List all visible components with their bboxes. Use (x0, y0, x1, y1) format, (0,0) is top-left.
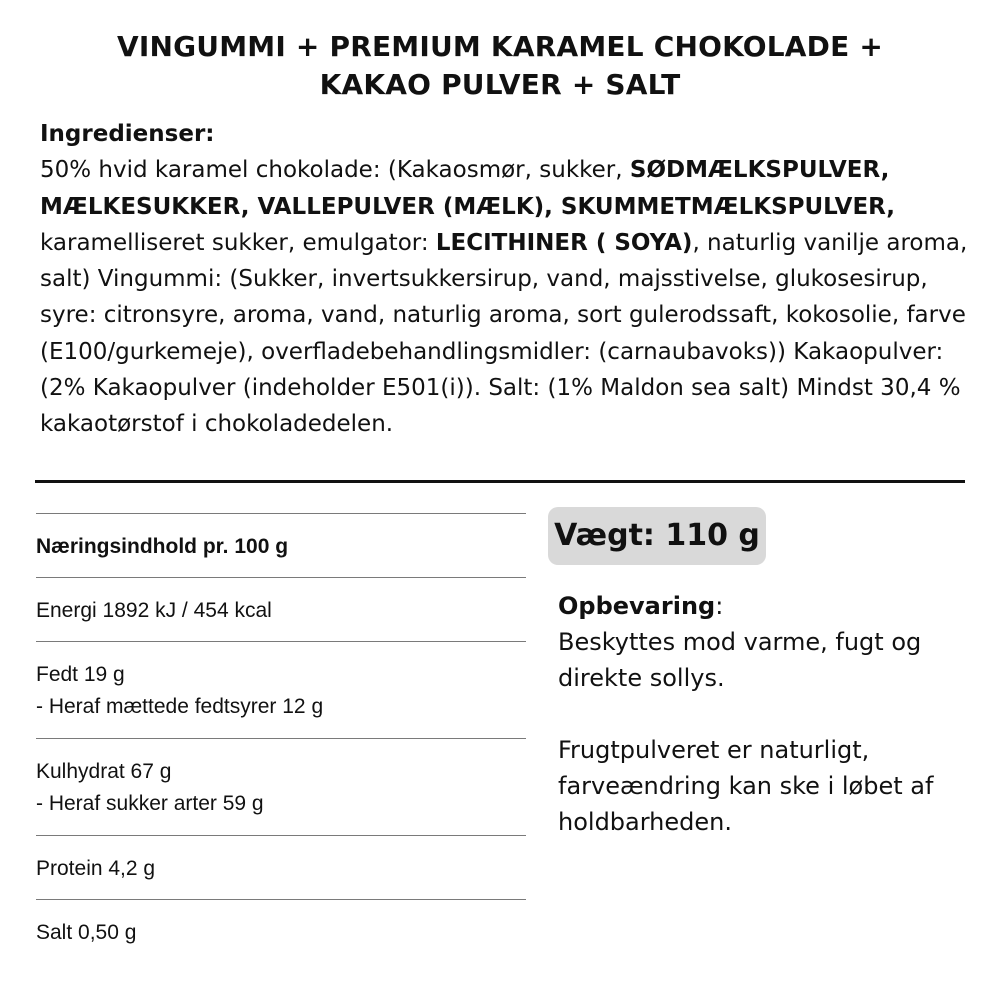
section-divider (35, 480, 965, 483)
nutrition-row-energy (36, 577, 526, 641)
ingredients-part-1: 50% hvid karamel chokolade: (Kakaosmør, sukker, (40, 157, 630, 184)
storage-note: Frugtpulveret er naturligt, farveændring kan ske i løbet af holdbarheden. (558, 736, 934, 836)
title-line-1: VINGUMMI + PREMIUM KARAMEL CHOKOLADE + (116, 30, 884, 63)
storage-label: Opbevaring (558, 592, 716, 620)
nutrition-fat: Fedt 19 g (36, 663, 125, 686)
title-line-2: KAKAO PULVER + SALT (319, 68, 681, 101)
nutrition-row-fat (36, 641, 526, 738)
storage-colon: : (715, 592, 724, 620)
ingredients-heading: Ingredienser: (40, 121, 215, 147)
ingredients-section (40, 116, 970, 443)
ingredients-text (40, 157, 967, 437)
ingredients-part-2: karamelliseret sukker, emulgator: (40, 229, 436, 256)
nutrition-table (36, 513, 526, 963)
storage-heading (558, 588, 978, 624)
nutrition-heading-row (36, 513, 526, 577)
nutrition-salt: Salt 0,50 g (36, 921, 137, 944)
product-title (0, 28, 1000, 104)
nutrition-carbs: Kulhydrat 67 g (36, 760, 172, 783)
ingredients-allergens-1: SØDMÆLKSPULVER, MÆLKESUKKER, VALLEPULVER (MÆLK), SKUMMETMÆLKSPULVER, (40, 157, 896, 220)
nutrition-row-salt (36, 899, 526, 963)
nutrition-protein: Protein 4,2 g (36, 857, 156, 880)
storage-section (558, 588, 978, 840)
storage-text: Beskyttes mod varme, fugt og direkte sollys. (558, 628, 922, 692)
ingredients-allergens-2: LECITHINER ( SOYA) (435, 229, 693, 256)
nutrition-energy: Energi 1892 kJ / 454 kcal (36, 599, 272, 622)
weight-badge: Vægt: 110 g (548, 507, 766, 565)
nutrition-row-protein (36, 835, 526, 899)
ingredients-part-3: , naturlig vanilje aroma, salt) Vingummi: (Sukker, invertsukkersirup, vand, majsstivelse, glukosesirup, syre: citronsyre, aroma, vand, naturlig aroma, sort gulerodssaft, kokosolie, farve (E100/gurkemeje), overfladebehandlingsmidler: (carnaubavoks)) Kakaopulver: (2% Kakaopulver (indeholder E501(i)). Salt: (1% Maldon sea salt) Mindst 30,4 % kakaotørstof i chokoladedelen. (40, 229, 968, 438)
storage-spacer (558, 696, 978, 732)
nutrition-row-carbs (36, 738, 526, 835)
nutrition-saturated: - Heraf mættede fedtsyrer 12 g (36, 695, 324, 718)
nutrition-sugars: - Heraf sukker arter 59 g (36, 792, 264, 815)
nutrition-heading: Næringsindhold pr. 100 g (36, 535, 289, 558)
